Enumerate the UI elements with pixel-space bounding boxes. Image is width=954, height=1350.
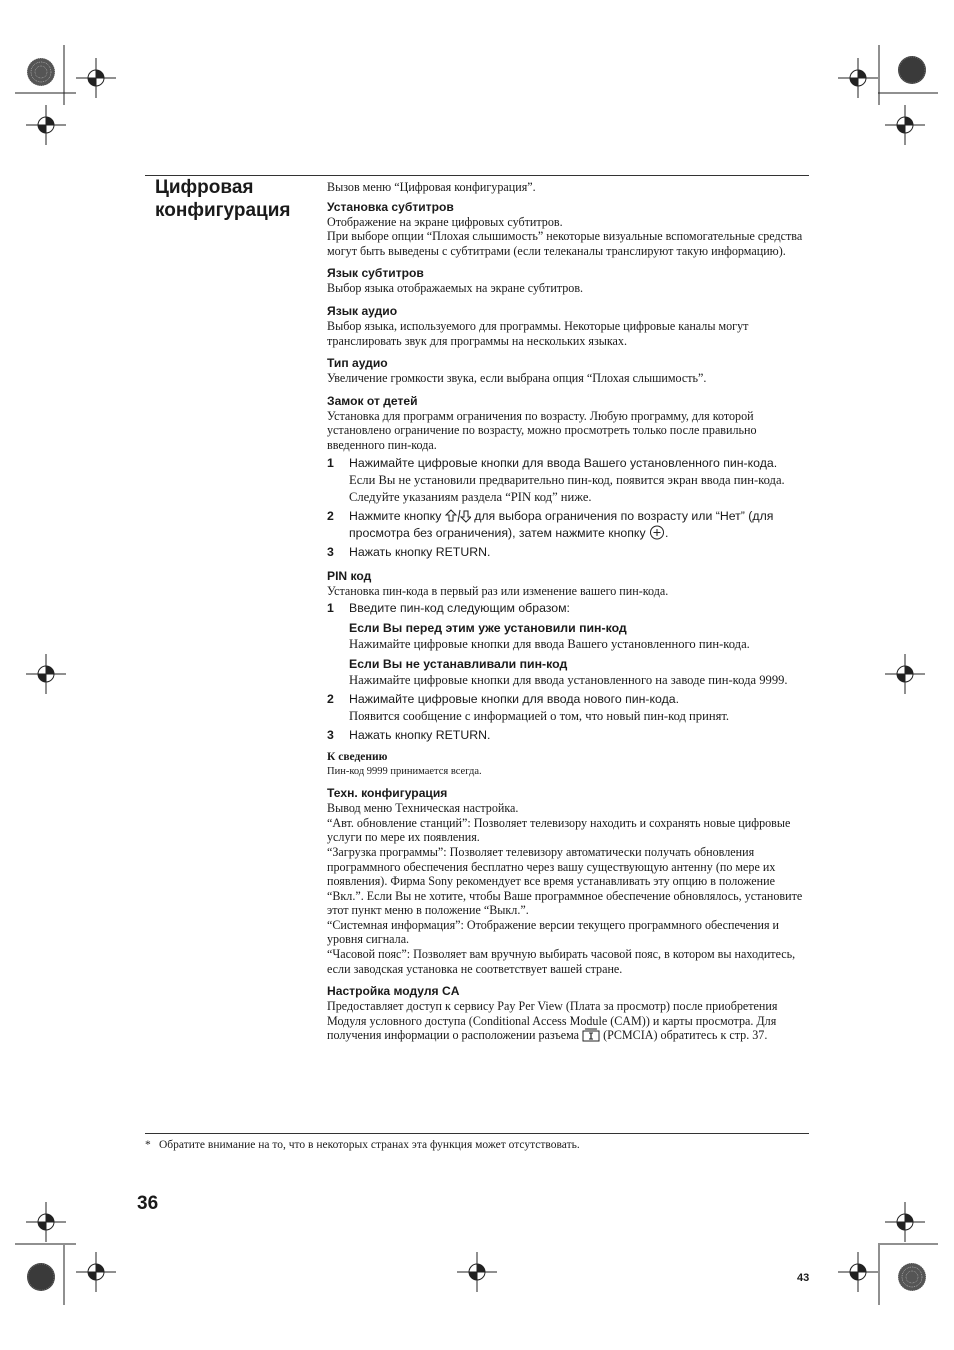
pin-case-2-heading: Если Вы не устанавливали пин-код: [349, 657, 568, 672]
parental-lock-heading: Замок от детей: [327, 393, 418, 408]
parental-step-2: [327, 508, 809, 542]
step-text: Нажать кнопку RETURN.: [349, 544, 491, 559]
subtitle-language-heading: Язык субтитров: [327, 266, 424, 281]
pin-step-1: [327, 600, 809, 617]
step-detail: Появится сообщение с информацией о том, что новый пин-код принят.: [349, 709, 730, 724]
pin-step-3: [327, 727, 809, 744]
intro-text: Вызов меню “Цифровая конфигурация”.: [327, 180, 536, 194]
step-text: Нажать кнопку RETURN.: [349, 728, 491, 743]
up-down-arrow-icon: [445, 509, 471, 523]
audio-type-heading: Тип аудио: [327, 356, 388, 371]
pin-case-1-text: Нажимайте цифровые кнопки для ввода Вашего установленного пин-кода.: [349, 637, 750, 652]
step-text: Введите пин-код следующим образом:: [349, 601, 570, 616]
pin-code-heading: PIN код: [327, 568, 372, 583]
pin-code-text: Установка пин-кода в первый раз или изменение вашего пин-кода.: [327, 583, 669, 598]
step-text-after: для выбора ограничения по возрасту или “Нет” (для просмотра без ограничения), затем нажмите кнопку: [349, 508, 774, 540]
note-heading: К сведению: [327, 751, 388, 764]
tech-config-line: “Часовой пояс”: Позволяет вам вручную выбирать часовой пояс, в котором вы находитесь, если заводская установка не соответствует вашей стране.: [327, 947, 796, 976]
audio-language-text: Выбор языка, используемого для программы. Некоторые цифровые каналы могут транслировать звук для программы на нескольких языках.: [327, 318, 749, 348]
audio-language-heading: Язык аудио: [327, 303, 398, 318]
page-number: 36: [137, 1193, 159, 1214]
parental-step-1: [327, 455, 809, 506]
tech-config-line: “Авт. обновление станций”: Позволяет телевизору находить и сохранять новые цифровые услуги по мере их появления.: [327, 815, 791, 845]
tech-config-line: “Загрузка программы”: Позволяет телевизору автоматически получать обновления программного обеспечения бесплатно через вашу существующую антенну (по мере их появления). Фирма Sony рекомендует все время устанавливать эту опцию в положение “Вкл.”. Если Вы не хотите, чтобы Ваше программное обеспечение обновлялось, установите этот пункт меню в положение “Выкл.”.: [327, 844, 803, 918]
pcmcia-slot-icon: [582, 1028, 600, 1042]
step-number: 3: [327, 544, 334, 559]
step-number: 3: [327, 728, 334, 743]
subtitles-heading: Установка субтитров: [327, 199, 454, 214]
step-text: Нажимайте цифровые кнопки для ввода нового пин-кода.: [349, 692, 680, 707]
footnote-marker: *: [145, 1139, 151, 1151]
section-title: Цифровая конфигурация: [155, 177, 291, 221]
step-text-before: Нажмите кнопку: [349, 508, 442, 523]
step-number: 2: [327, 508, 334, 523]
footnote: [145, 1138, 825, 1152]
note-text: Пин-код 9999 принимается всегда.: [327, 766, 482, 778]
content-column: [327, 180, 809, 1043]
step-text-end: .: [665, 525, 669, 540]
audio-type-text: Увеличение громкости звука, если выбрана опция “Плохая слышимость”.: [327, 371, 707, 386]
sheet-number: 43: [797, 1272, 810, 1284]
subtitles-text: Отображение на экране цифровых субтитров.: [327, 214, 563, 229]
circle-plus-icon: [649, 525, 665, 540]
parental-lock-text: Установка для программ ограничения по возрасту. Любую программу, для которой установлено ограничение по возрасту, можно просмотреть только после правильно введенного пин-кода.: [327, 408, 757, 452]
ca-module-heading: Настройка модуля CA: [327, 984, 460, 999]
pin-step-2: [327, 691, 809, 725]
tech-config-line: “Системная информация”: Отображение версии текущего программного обеспечения и уровня сигнала.: [327, 917, 780, 947]
step-number: 2: [327, 692, 334, 707]
ca-module-text-before: Предоставляет доступ к сервису Pay Per View (Плата за просмотр) после приобретения Модуля условного доступа (Conditional Access Module (CAM)) и карты просмотра. Для получения информации о расположении разъема: [327, 999, 778, 1043]
tech-config-line: Вывод меню Техническая настройка.: [327, 801, 519, 816]
step-detail: Если Вы не установили предварительно пин-код, появится экран ввода пин-кода. Следуйте указаниям раздела “PIN код” ниже.: [349, 472, 785, 504]
footnote-text: Обратите внимание на то, что в некоторых странах эта функция может отсутствовать.: [159, 1139, 580, 1151]
subtitle-language-text: Выбор языка отображаемых на экране субтитров.: [327, 281, 584, 296]
tech-config-heading: Техн. конфигурация: [327, 786, 448, 801]
step-text: Нажимайте цифровые кнопки для ввода Вашего установленного пин-кода.: [349, 455, 778, 470]
step-number: 1: [327, 455, 334, 470]
subtitles-text-2: При выборе опции “Плохая слышимость” некоторые визуальные вспомогательные средства могут быть выведены с субтитрами (если телеканалы транслируют такую информацию).: [327, 229, 803, 258]
parental-step-3: [327, 544, 809, 561]
pin-case-2-text: Нажимайте цифровые кнопки для ввода установленного на заводе пин-кода 9999.: [349, 673, 788, 688]
pin-case-1-heading: Если Вы перед этим уже установили пин-код: [349, 621, 627, 636]
ca-module-text: [327, 999, 809, 1043]
ca-module-text-after: (PCMCIA) обратитесь к стр. 37.: [603, 1028, 768, 1043]
step-number: 1: [327, 601, 334, 616]
bottom-rule: [145, 1133, 809, 1134]
